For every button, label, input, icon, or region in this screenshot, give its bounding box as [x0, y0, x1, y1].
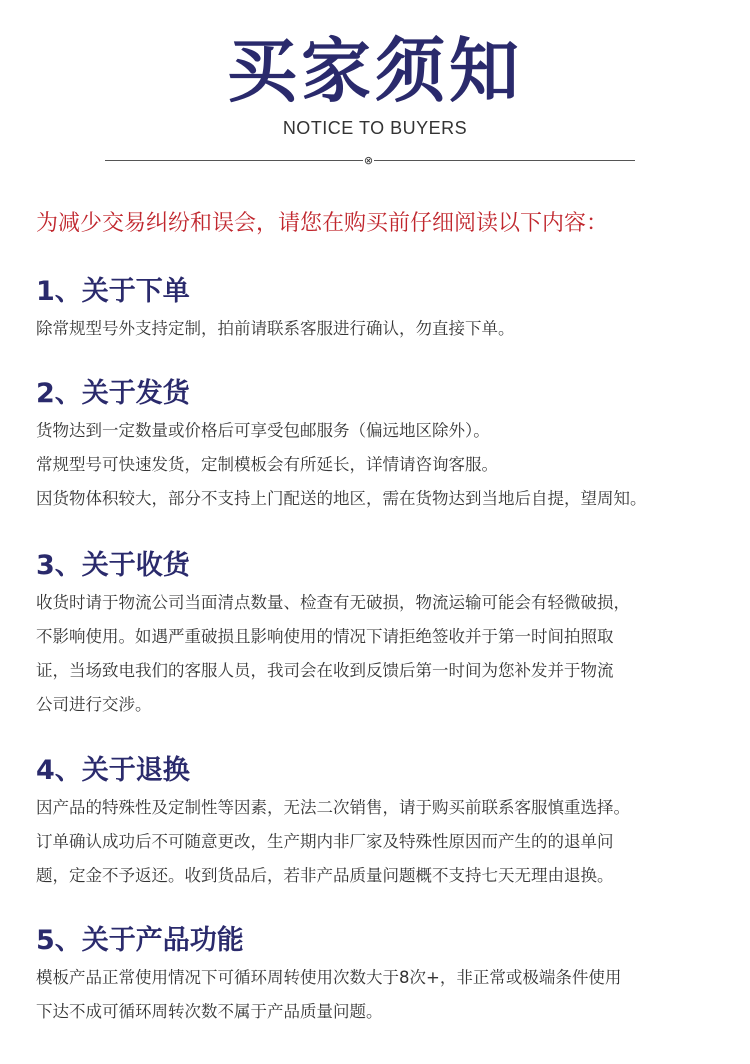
- section-line: 货物达到一定数量或价格后可享受包邮服务（偏远地区除外）。: [36, 421, 490, 440]
- notice-text: 为减少交易纠纷和误会，请您在购买前仔细阅读以下内容：: [36, 211, 609, 236]
- section-title: 2、关于发货: [36, 378, 190, 409]
- section-title: 1、关于下单: [36, 276, 190, 307]
- section-line: 不影响使用。如遇严重破损且影响使用的情况下请拒绝签收并于第一时间拍照取: [36, 627, 614, 646]
- section-line: 证，当场致电我们的客服人员，我司会在收到反馈后第一时间为您补发并于物流: [36, 661, 614, 680]
- page-title: 买家须知: [227, 30, 523, 112]
- section-line: 题，定金不予返还。收到货品后，若非产品质量问题概不支持七天无理由退换。: [36, 866, 614, 885]
- section-line: 订单确认成功后不可随意更改，生产期内非厂家及特殊性原因而产生的的退单问: [36, 832, 614, 851]
- section-title: 5、关于产品功能: [36, 925, 244, 956]
- section-line: 因产品的特殊性及定制性等因素，无法二次销售，请于购买前联系客服慎重选择。: [36, 798, 630, 817]
- section-title: 3、关于收货: [36, 550, 190, 581]
- section-line: 除常规型号外支持定制，拍前请联系客服进行确认，勿直接下单。: [36, 319, 515, 338]
- section-line: 模板产品正常使用情况下可循环周转使用次数大于8次+，非正常或极端条件使用: [36, 968, 622, 987]
- section-line: 因货物体积较大，部分不支持上门配送的地区，需在货物达到当地后自提，望周知。: [36, 489, 647, 508]
- section-line: 下达不成可循环周转次数不属于产品质量问题。: [36, 1002, 383, 1021]
- section-product-function: [36, 921, 736, 1029]
- section-line: 常规型号可快速发货，定制模板会有所延长，详情请咨询客服。: [36, 455, 498, 474]
- section-receiving: [36, 546, 736, 722]
- section-title: 4、关于退换: [36, 755, 190, 786]
- section-returns: [36, 751, 736, 893]
- section-shipping: [36, 374, 736, 516]
- divider-x-icon: ⊗: [363, 154, 374, 167]
- section-ordering: [36, 272, 736, 346]
- page-subtitle: NOTICE TO BUYERS: [282, 118, 468, 138]
- section-line: 公司进行交涉。: [36, 695, 152, 714]
- section-line: 收货时请于物流公司当面清点数量、检查有无破损，物流运输可能会有轻微破损，: [36, 593, 630, 612]
